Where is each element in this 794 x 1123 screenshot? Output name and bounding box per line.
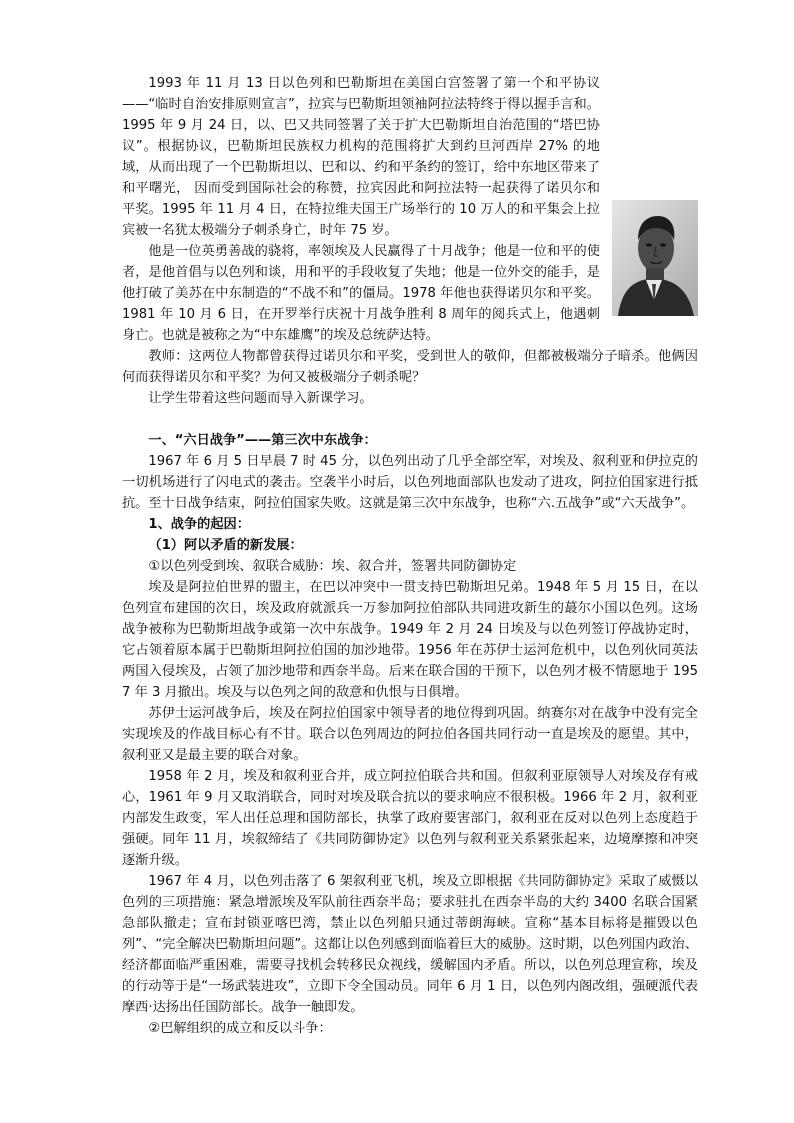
section-heading-six-day-war: 一、“六日战争”——第三次中东战争：	[148, 433, 377, 448]
paragraph-union-1958: 1958 年 2 月，埃及和叙利亚合并，成立阿拉伯联合共和国。但叙利亚原领导人对埃及存有戒心，1961 年 9 月又取消联合，同时对埃及联合抗以的要求响应不很积极。1966 年 2 月，叙利亚内部发生政变，军人出任总理和国防部长，执掌了政府要害部门，叙利亚在反对以色列上态度趋于强硬。同年 11 月，埃叙缔结了《共同防御协定》以色列与叙利亚关系紧张起来，边境摩擦和冲突逐渐升级。	[122, 769, 698, 868]
point-plo-founding: ②巴解组织的成立和反以斗争：	[148, 1021, 332, 1036]
subheading-arab-israeli-conflict: （1）阿以矛盾的新发展：	[148, 538, 303, 553]
paragraph-egypt-history: 埃及是阿拉伯世界的盟主，在巴以冲突中一贯支持巴勒斯坦兄弟。1948 年 5 月 15 日，在以色列宣布建国的次日，埃及政府就派兵一万参加阿拉伯部队共同进攻新生的蕞尔小国以色列。这场战争被称为巴勒斯坦战争或第一次中东战争。1949 年 2 月 24 日埃及与以色列签订停战协定时，它占领着原本属于巴勒斯坦阿拉伯国的加沙地带。1956 年在苏伊士运河危机中，以色列伙同英法两国入侵埃及，占领了加沙地带和西奈半岛。后来在联合国的干预下，以色列才极不情愿地于 1957 年 3 月撤出。埃及与以色列之间的敌意和仇恨与日俱增。	[122, 580, 698, 700]
paragraph-sadat: 他是一位英勇善战的骁将，率领埃及人民赢得了十月战争；他是一位和平的使者，是他首倡与以色列和谈，用和平的手段收复了失地；他是一位外交的能手，是他打破了美苏在中东制造的“不战不和”的僵局。1978 年他也获得诺贝尔和平奖。1981 年 10 月 6 日，在开罗举行庆祝十月战争胜利 8 周年的阅兵式上，他遇刺身亡。也就是被称之为“中东雄鹰”的埃及总统萨达特。	[122, 244, 600, 343]
paragraph-rabin: 1993 年 11 月 13 日以色列和巴勒斯坦在美国白宫签署了第一个和平协议——“临时自治安排原则宣言”，拉宾与巴勒斯坦领袖阿拉法特终于得以握手言和。1995 年 9 月 24 日，以、巴又共同签署了关于扩大巴勒斯坦自治范围的“塔巴协议”。根据协议，巴勒斯坦民族权力机构的范围将扩大到约旦河西岸 27% 的地域，从而出现了一个巴勒斯坦以、巴和以、约和平条约的签订，给中东地区带来了和平曙光， 因而受到国际社会的称赞，拉宾因此和阿拉法特一起获得了诺贝尔和平奖。1995 年 11 月 4 日，在特拉维夫国王广场举行的 10 万人的和平集会上拉宾被一名犹太极端分子刺杀身亡，时年 75 岁。	[122, 76, 600, 238]
paragraph-lead-in: 让学生带着这些问题而导入新课学习。	[148, 391, 373, 406]
subheading-causes: 1、战争的起因：	[148, 517, 250, 532]
spacer	[122, 409, 698, 430]
paragraph-teacher-question: 教师：这两位人物都曾获得过诺贝尔和平奖，受到世人的敬仰，但都被极端分子暗杀。他俩因何而获得诺贝尔和平奖？为何又被极端分子刺杀呢？	[122, 349, 698, 385]
point-egypt-syria-threat: ①以色列受到埃、叙联合威胁：埃、叙合并，签署共同防御协定	[148, 559, 517, 574]
paragraph-war-overview: 1967 年 6 月 5 日早晨 7 时 45 分，以色列出动了几乎全部空军，对埃及、叙利亚和伊拉克的一切机场进行了闪电式的袭击。空袭半小时后，以色列地面部队也发动了进攻，阿拉伯国家进行抵抗。至十日战争结束，阿拉伯国家失败。这就是第三次中东战争，也称“六.五战争”或“六天战争”。	[122, 454, 698, 511]
paragraph-april-1967: 1967 年 4 月，以色列击落了 6 架叙利亚飞机，埃及立即根据《共同防御协定》采取了威慑以色列的三项措施：紧急增派埃及军队前往西奈半岛；要求驻扎在西奈半岛的大约 3400 名联合国紧急部队撤走；宣布封锁亚喀巴湾，禁止以色列船只通过蒂朗海峡。宣称“基本目标将是摧毁以色列”、“完全解决巴勒斯坦问题”。这都让以色列感到面临着巨大的威胁。这时期，以色列国内政治、经济都面临严重困难，需要寻找机会转移民众视线，缓解国内矛盾。所以，以色列总理宣称，埃及的行动等于是“一场武装进攻”，立即下令全国动员。同年 6 月 1 日，以色列内阁改组，强硬派代表摩西·达扬出任国防部长。战争一触即发。	[122, 874, 698, 1015]
text-column	[122, 73, 698, 1039]
paragraph-suez-aftermath: 苏伊士运河战争后，埃及在阿拉伯国家中领导者的地位得到巩固。纳赛尔对在战争中没有完全实现埃及的作战目标心有不甘。联合以色列周边的阿拉伯各国共同行动一直是埃及的愿望。其中，叙利亚又是最主要的联合对象。	[122, 706, 698, 763]
